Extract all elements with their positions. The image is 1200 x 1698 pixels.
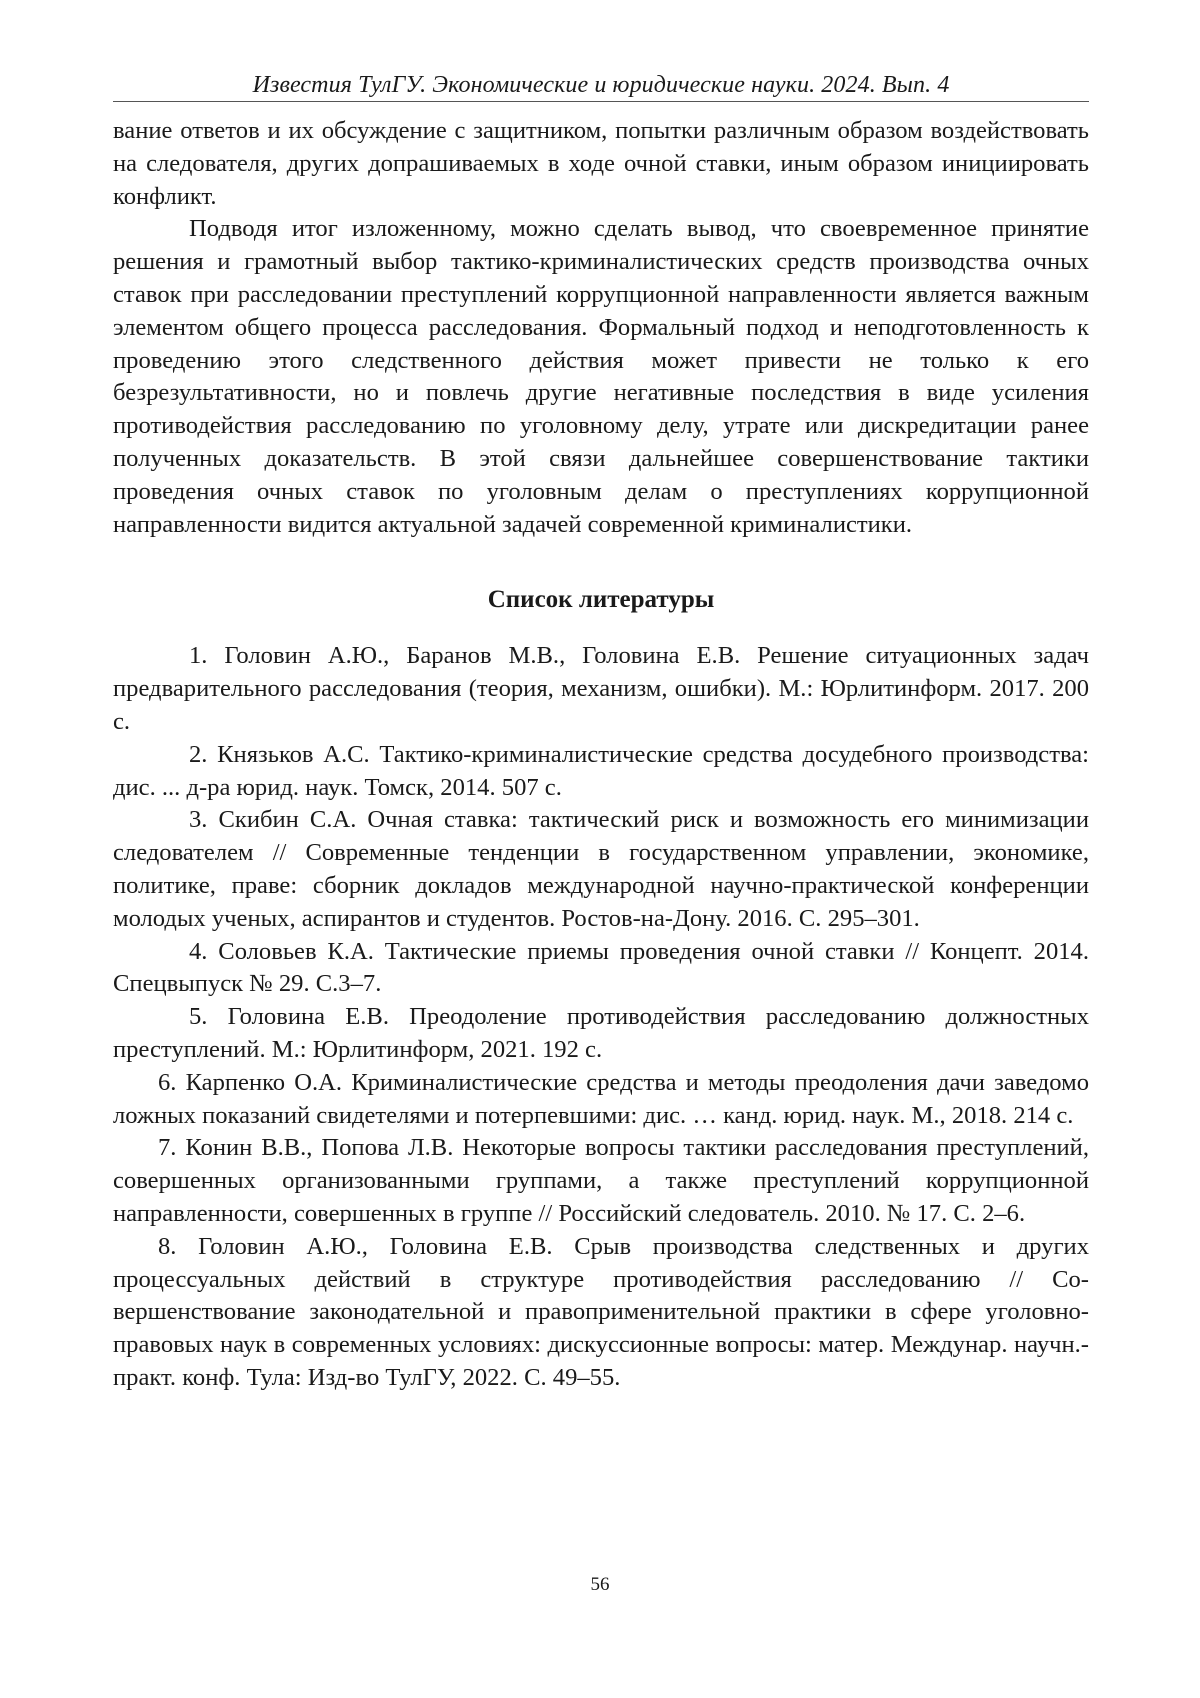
reference-item: 3. Скибин С.А. Очная ставка: тактический риск и возможность его минимизации следователем // Современные тенденции в государственном управлении, экономике, политике, праве: сборник докладов международной научно-практической конференции молодых ученых, аспирантов и студентов. Ростов-на-Дону. 2016. С. 295–301.	[113, 806, 1089, 932]
reference-item: 2. Князьков А.С. Тактико-криминалистические средства досудебного производства: дис. ... д-ра юрид. наук. Томск, 2014. 507 с.	[113, 740, 1089, 801]
reference-item: 6. Карпенко О.А. Криминалистические средства и методы преодоления дачи заведомо ложных показаний свидетелями и потерпевшими: дис. … канд. юрид. наук. М., 2018. 214 с.	[113, 1068, 1089, 1129]
page-number: 56	[590, 1574, 610, 1595]
body-paragraph: вание ответов и их обсуждение с защитником, попытки различным образом воздействовать на следователя, других допрашиваемых в ходе очной ставки, иным образом инициировать конфликт.	[113, 117, 1089, 210]
running-head: Известия ТулГУ. Экономические и юридические науки. 2024. Вып. 4	[252, 72, 950, 98]
reference-item: 5. Головина Е.В. Преодоление противодействия расследованию должностных преступлений. М.: Юрлитинформ, 2021. 192 с.	[113, 1003, 1089, 1063]
header-rule	[113, 101, 1089, 102]
reference-item: 4. Соловьев К.А. Тактические приемы проведения очной ставки // Концепт. 2014. Спецвыпуск № 29. С.3–7.	[113, 937, 1089, 998]
references-title: Список литературы	[487, 586, 715, 614]
body-paragraph: Подводя итог изложенному, можно сделать вывод, что своевременное принятие решения и грамотный выбор тактико-криминалистических средств производства очных ставок при расследовании преступлений коррупционной направленности является важным элементом общего процесса расследования. Формальный подход и неподготовленность к проведению этого следственного действия может привести не только к его безрезультативности, но и повлечь другие негативные последствия в виде усиления противодействия расследованию по уголовному делу, утрате или дискредитации ранее полученных доказательств. В этой связи дальнейшее совершенствование тактики проведения очных ставок по уголовным делам о преступлениях коррупционной направленности видится актуальной задачей современной криминалистики.	[113, 215, 1089, 538]
main-text	[113, 115, 1089, 1395]
reference-item: 1. Головин А.Ю., Баранов М.В., Головина Е.В. Решение ситуационных задач предварительного расследования (теория, механизм, ошибки). М.: Юрлитинформ. 2017. 200 с.	[113, 642, 1089, 735]
reference-item: 8. Головин А.Ю., Головина Е.В. Срыв производства следственных и других процессуальных действий в структуре противодействия расследованию // Совершенствование законодательной и правоприменительной практики в сфере уголовно-правовых наук в современных условиях: дискуссионные вопросы: матер. Междунар. научн.-практ. конф. Тула: Изд-во ТулГУ, 2022. С. 49–55.	[113, 1232, 1089, 1391]
reference-list	[113, 640, 1089, 1394]
reference-item: 7. Конин В.В., Попова Л.В. Некоторые вопросы тактики расследования преступлений, совершенных организованными группами, а также преступлений коррупционной направленности, совершенных в группе // Российский следователь. 2010. № 17. С. 2–6.	[113, 1134, 1089, 1227]
